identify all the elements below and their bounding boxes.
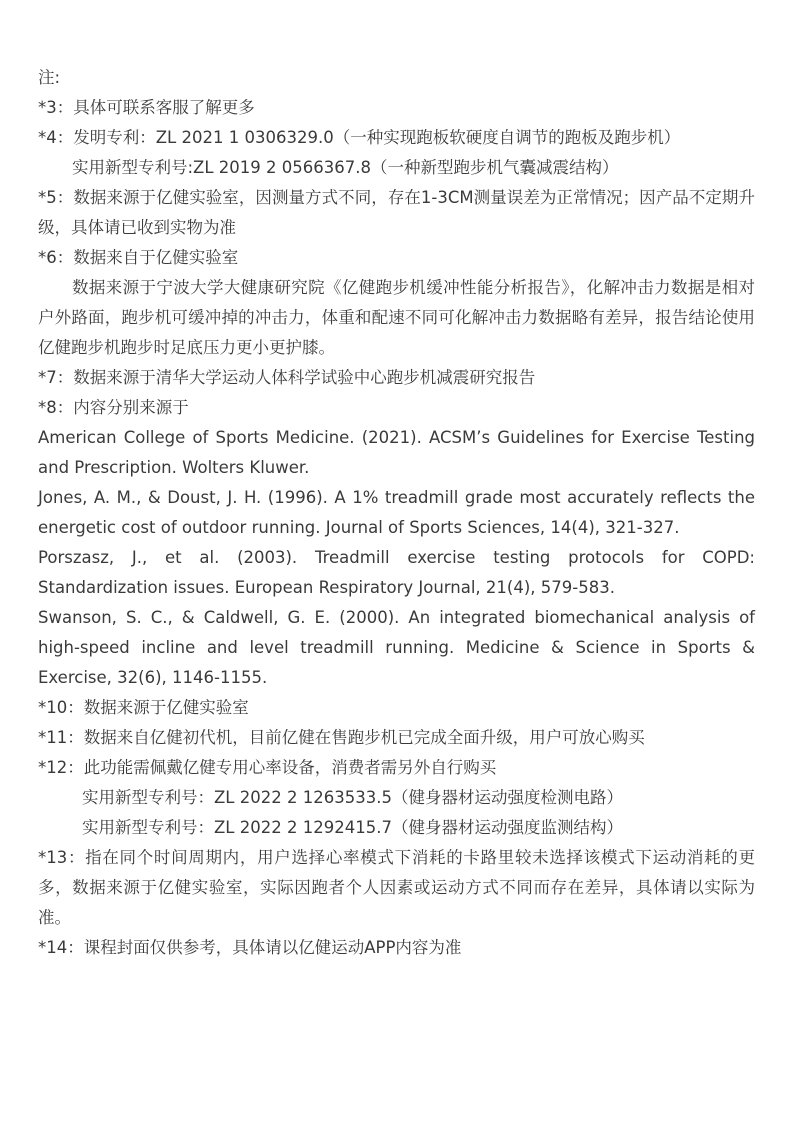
note-5: *5：数据来源于亿健实验室，因测量方式不同，存在1-3CM测量误差为正常情况；因产品不定期升级，具体请已收到实物为准 — [38, 188, 755, 237]
note-12-patent-1: 实用新型专利号：ZL 2022 2 1263533.5（健身器材运动强度检测电路） — [82, 788, 623, 807]
note-14: *14：课程封面仅供参考，具体请以亿健运动APP内容为准 — [38, 938, 462, 957]
footnotes-section — [38, 63, 755, 963]
note-10: *10：数据来源于亿健实验室 — [38, 698, 249, 717]
note-7: *7：数据来源于清华大学运动人体科学试验中心跑步机减震研究报告 — [38, 368, 536, 387]
note-4-invention-patent: *4：发明专利：ZL 2021 1 0306329.0（一种实现跑板软硬度自调节的跑板及跑步机） — [38, 128, 681, 147]
notes-heading: 注: — [38, 68, 61, 87]
note-6-title: *6：数据来自于亿健实验室 — [38, 248, 239, 267]
note-4-utility-patent: 实用新型专利号:ZL 2019 2 0566367.8（一种新型跑步机气囊减震结构） — [72, 158, 619, 177]
reference-3: Porszasz, J., et al. (2003). Treadmill exercise testing protocols for COPD: Standardization issues. European Respiratory Journal, 21(4), 579-583. — [38, 548, 755, 597]
note-11: *11：数据来自亿健初代机，目前亿健在售跑步机已完成全面升级，用户可放心购买 — [38, 728, 645, 747]
reference-2: Jones, A. M., & Doust, J. H. (1996). A 1% treadmill grade most accurately reflects the energetic cost of outdoor running. Journal of Sports Sciences, 14(4), 321-327. — [38, 488, 755, 537]
note-3: *3：具体可联系客服了解更多 — [38, 98, 255, 117]
note-12-title: *12：此功能需佩戴亿健专用心率设备，消费者需另外自行购买 — [38, 758, 497, 777]
reference-4: Swanson, S. C., & Caldwell, G. E. (2000). An integrated biomechanical analysis of high-speed incline and level treadmill running. Medicine & Science in Sports & Exercise, 32(6), 1146-1155. — [38, 608, 755, 687]
note-13: *13：指在同个时间周期内，用户选择心率模式下消耗的卡路里较未选择该模式下运动消耗的更多，数据来源于亿健实验室，实际因跑者个人因素或运动方式不同而存在差异，具体请以实际为准。 — [38, 848, 755, 927]
reference-1: American College of Sports Medicine. (2021). ACSM’s Guidelines for Exercise Testing and Prescription. Wolters Kluwer. — [38, 428, 755, 477]
note-12-patent-2: 实用新型专利号：ZL 2022 2 1292415.7（健身器材运动强度监测结构） — [82, 818, 623, 837]
note-6-body: 数据来源于宁波大学大健康研究院《亿健跑步机缓冲性能分析报告》，化解冲击力数据是相对户外路面，跑步机可缓冲掉的冲击力，体重和配速不同可化解冲击力数据略有差异，报告结论使用亿健跑步机跑步时足底压力更小更护膝。 — [38, 278, 755, 357]
note-8-title: *8：内容分别来源于 — [38, 398, 189, 417]
